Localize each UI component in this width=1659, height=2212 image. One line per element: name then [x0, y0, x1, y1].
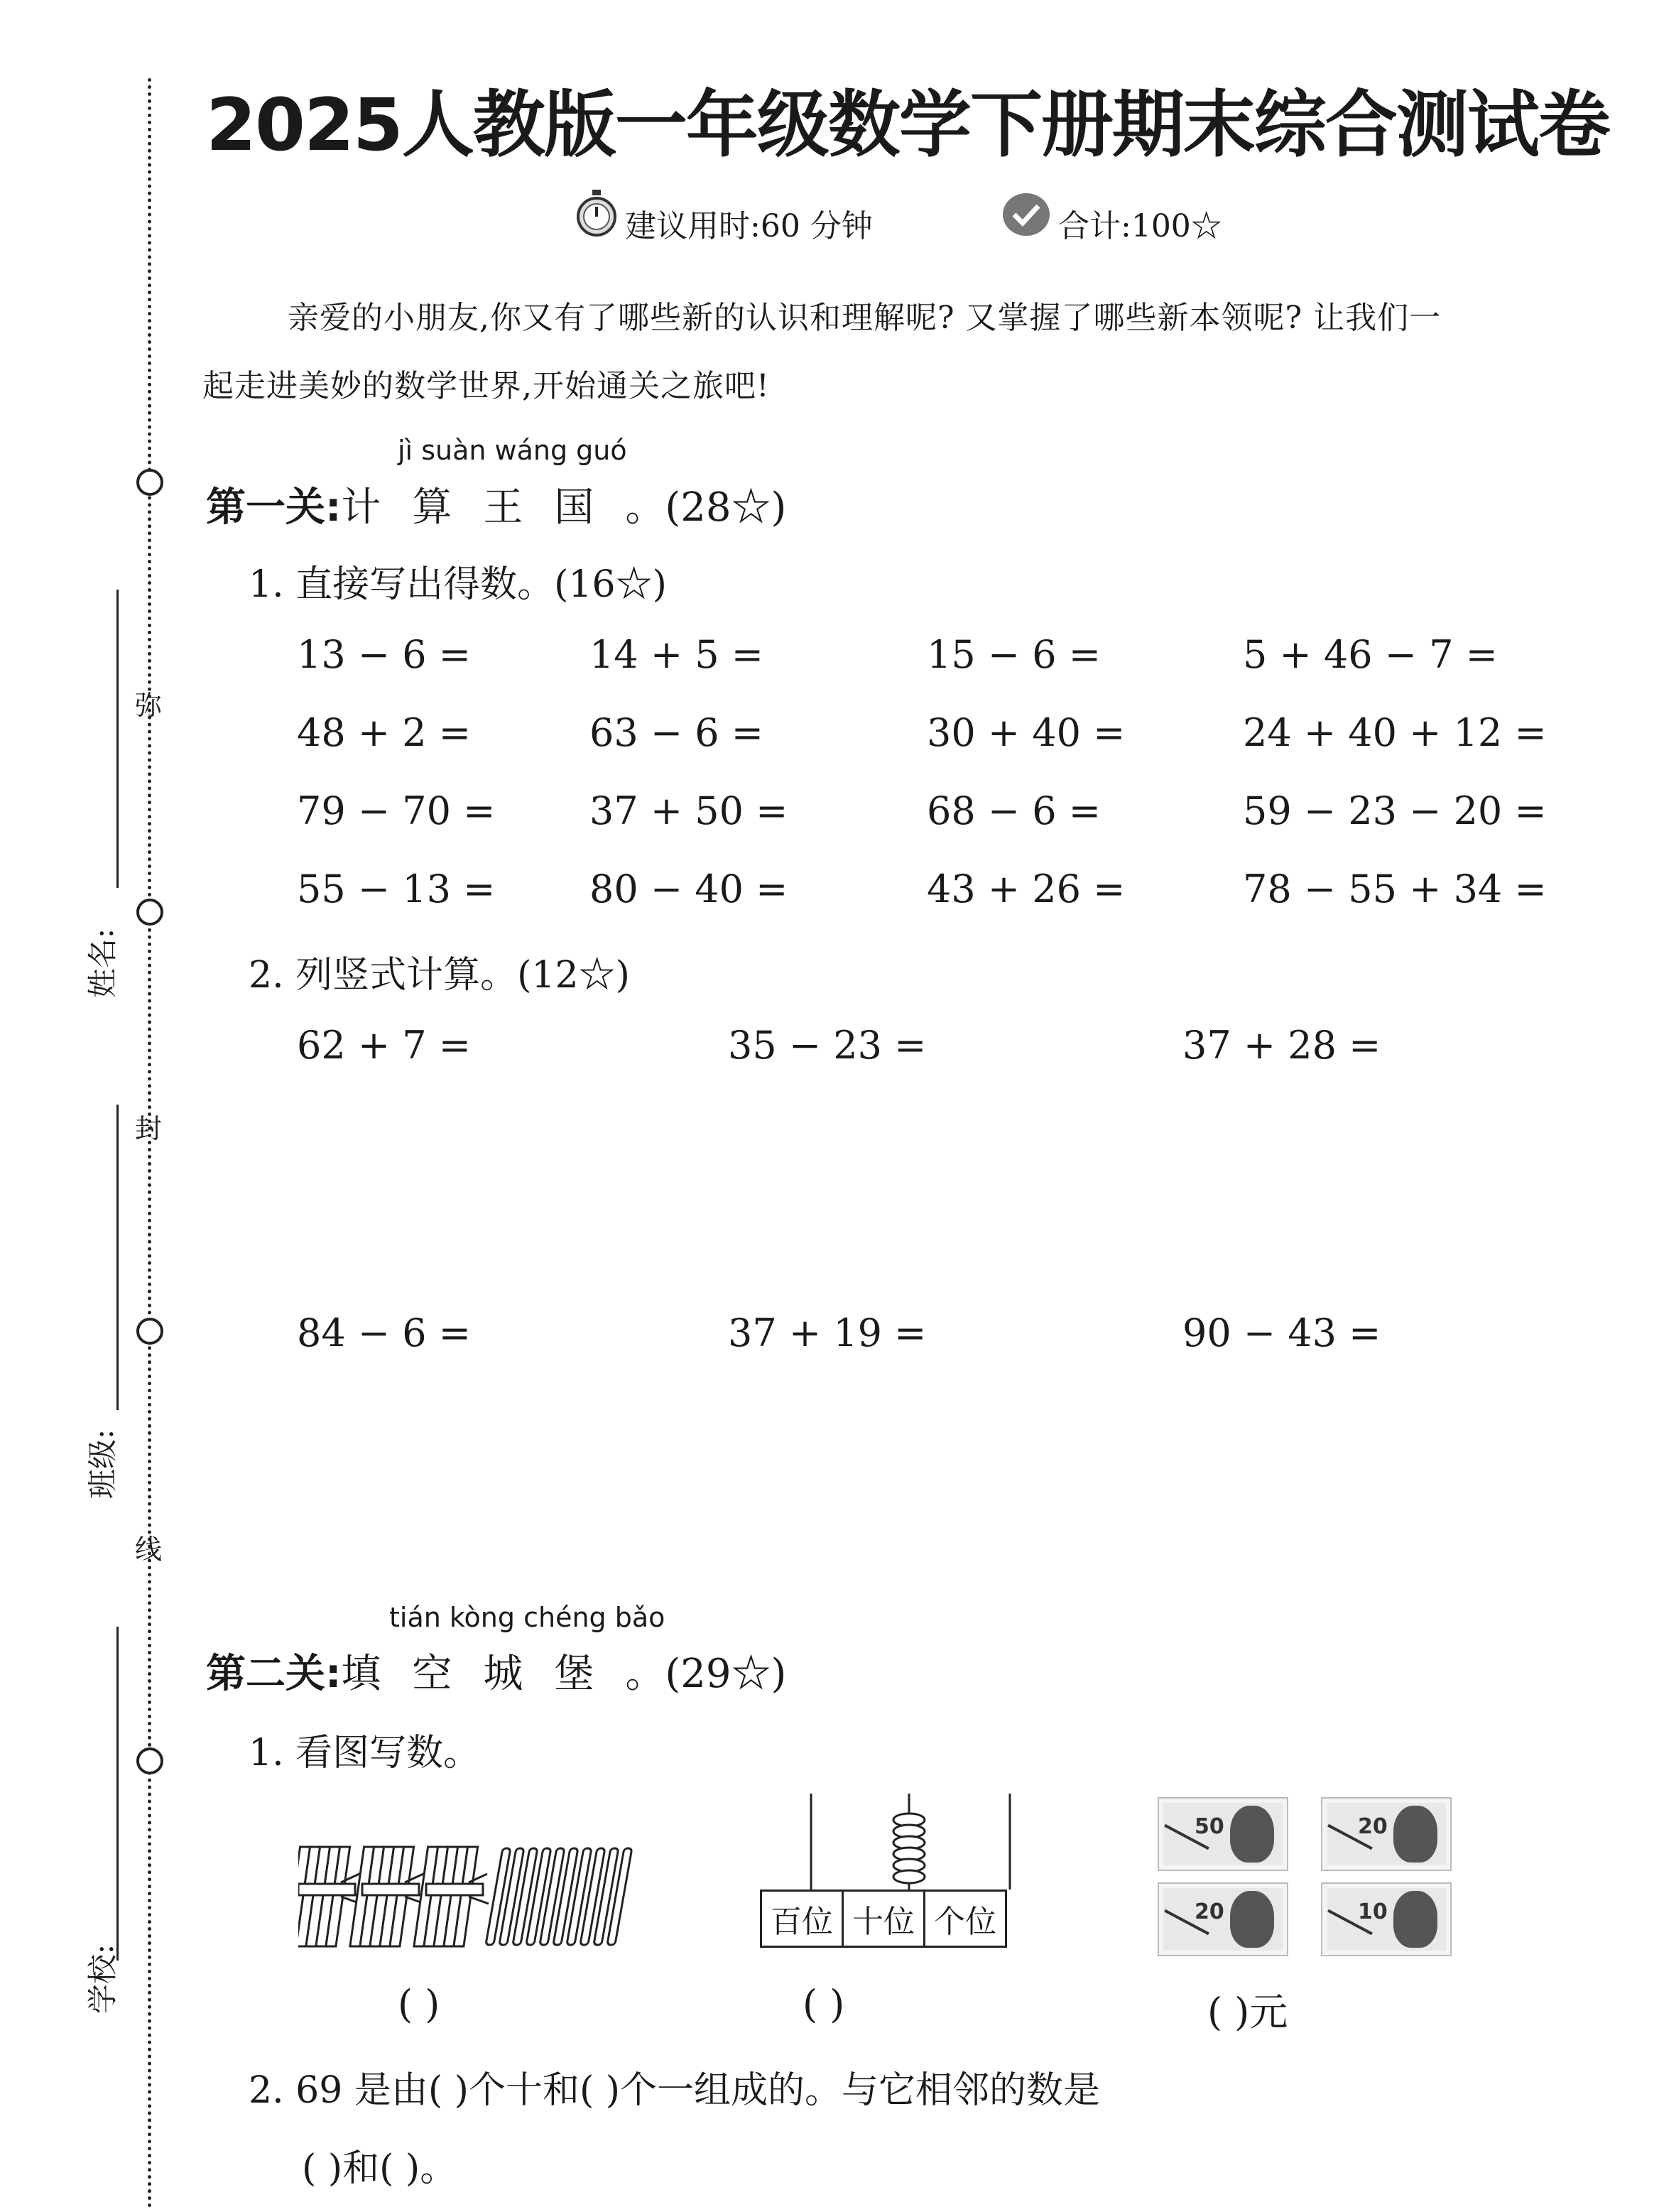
vertical-calc-item: 37 + 19 = [728, 1311, 927, 1355]
abacus-label-tens: 十位 [844, 1892, 925, 1946]
abacus-beads [893, 1813, 925, 1883]
question-1-1-label: 1. 直接写出得数。(16☆) [249, 563, 667, 606]
question-2-1-label: 1. 看图写数。 [249, 1732, 481, 1774]
school-write-line [116, 1627, 119, 1961]
name-label: 姓名: [85, 928, 120, 998]
portrait-icon [1393, 1891, 1437, 1948]
answer-blank[interactable]: ( ) [803, 1982, 845, 2027]
vertical-calc-item: 35 − 23 = [728, 1023, 927, 1068]
answer-blank[interactable]: ( )元 [1207, 1990, 1288, 2034]
banknotes-picture [1151, 1790, 1449, 1961]
oral-calc-item: 13 − 6 = [297, 632, 472, 677]
total-score: 合计:100☆ [1058, 208, 1222, 244]
section2-pinyin: tián kòng chéng bǎo [389, 1602, 665, 1633]
question-1-2-label: 2. 列竖式计算。(12☆) [249, 954, 630, 997]
oral-calc-item: 24 + 40 + 12 = [1243, 710, 1547, 755]
answer-blank[interactable]: ( ) [398, 1982, 440, 2027]
question-2-2-line: ( )和( )。 [302, 2147, 457, 2190]
section2-heading [206, 1642, 786, 1699]
section1-prefix: 第一关: [206, 484, 342, 531]
vertical-calc-item: 84 − 6 = [297, 1311, 472, 1355]
page-title: 2025人教版一年级数学下册期末综合测试卷 [206, 83, 1609, 168]
section2-prefix: 第二关: [206, 1651, 342, 1697]
loose-sticks [486, 1848, 632, 1945]
seal-char: 封 [135, 1113, 163, 1144]
oral-calc-item: 30 + 40 = [927, 710, 1126, 755]
banknote [1158, 1882, 1288, 1956]
oral-calc-item: 80 − 40 = [589, 867, 788, 911]
section1-name: 计算王国 [341, 484, 626, 531]
vertical-calc-item: 62 + 7 = [297, 1023, 472, 1068]
vertical-calc-item: 90 − 43 = [1182, 1311, 1381, 1355]
portrait-icon [1230, 1806, 1274, 1863]
intro-paragraph [202, 284, 1609, 421]
binding-hole [136, 1318, 163, 1345]
oral-calc-item: 37 + 50 = [589, 788, 788, 833]
binding-hole [136, 469, 163, 496]
oral-calc-item: 79 − 70 = [297, 788, 496, 833]
oral-calc-item: 68 − 6 = [927, 788, 1102, 833]
binding-hole [136, 899, 163, 926]
oral-calc-item: 63 − 6 = [589, 710, 764, 755]
banknote [1158, 1797, 1288, 1871]
seal-char: 弥 [135, 690, 163, 721]
abacus-label-ones: 个位 [934, 1904, 996, 1940]
section2-name: 填空城堡 [341, 1651, 626, 1697]
oral-calc-item: 15 − 6 = [927, 632, 1102, 677]
seal-char: 线 [135, 1534, 163, 1565]
oral-calc-item: 48 + 2 = [297, 710, 472, 755]
banknote [1321, 1797, 1452, 1871]
banknote-value: 20 [1195, 1899, 1224, 1924]
oral-calc-item: 43 + 26 = [927, 867, 1126, 911]
stick-bundle [414, 1847, 489, 1946]
class-write-line [116, 1105, 119, 1410]
banknote-value: 20 [1358, 1814, 1388, 1839]
stick-bundle [350, 1847, 425, 1946]
oral-calc-item: 78 − 55 + 34 = [1243, 867, 1547, 911]
oral-calc-item: 5 + 46 − 7 = [1243, 632, 1498, 677]
section1-heading [206, 476, 786, 533]
abacus-label-hundreds: 百位 [762, 1892, 844, 1946]
section1-suffix: 。(28☆) [625, 484, 787, 531]
portrait-icon [1393, 1806, 1437, 1863]
intro-line: 起走进美妙的数学世界,开始通关之旅吧! [202, 368, 770, 404]
vertical-calc-item: 37 + 28 = [1182, 1023, 1381, 1068]
oral-calc-item: 14 + 5 = [589, 632, 764, 677]
abacus-rods [753, 1790, 1065, 1897]
section1-pinyin: jì suàn wáng guó [398, 435, 627, 466]
section2-suffix: 。(29☆) [625, 1651, 787, 1697]
school-label: 学校: [85, 1943, 120, 2014]
oral-calc-item: 55 − 13 = [297, 867, 496, 911]
binding-hole [136, 1747, 163, 1774]
banknote-value: 50 [1195, 1814, 1224, 1839]
stopwatch-icon [574, 188, 619, 238]
name-write-line [116, 590, 119, 888]
banknote [1321, 1882, 1452, 1956]
abacus-picture [753, 1790, 1065, 1953]
oral-calc-item: 59 − 23 − 20 = [1243, 788, 1547, 833]
class-label: 班级: [85, 1428, 120, 1499]
suggested-time: 建议用时:60 分钟 [625, 208, 873, 244]
portrait-icon [1230, 1891, 1274, 1948]
intro-line: 亲爱的小朋友,你又有了哪些新的认识和理解呢? 又掌握了哪些新本领呢? 让我们一 [288, 300, 1442, 336]
stick-bundles-picture [298, 1840, 668, 1953]
abacus-place-labels [760, 1890, 1007, 1948]
check-badge-icon [1001, 192, 1051, 237]
question-2-2-line: 2. 69 是由( )个十和( )个一组成的。与它相邻的数是 [249, 2069, 1101, 2112]
banknote-value: 10 [1358, 1899, 1388, 1924]
